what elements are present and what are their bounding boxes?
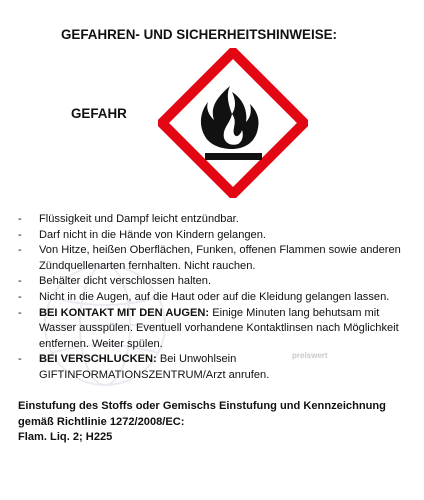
statement-item xyxy=(18,306,418,353)
statement-text: Flüssigkeit und Dampf leicht entzündbar. xyxy=(39,213,239,225)
classification-code: Flam. Liq. 2; H225 xyxy=(18,431,113,444)
statement-item xyxy=(18,243,418,274)
watermark-text: preiswert xyxy=(292,351,328,360)
statement-lead: BEI VERSCHLUCKEN: xyxy=(39,353,157,366)
statement-text: Darf nicht in die Hände von Kindern gelangen. xyxy=(39,228,266,241)
statement-text: Behälter dicht verschlossen halten. xyxy=(39,275,212,288)
statement-item xyxy=(18,274,418,290)
hazard-statements-list xyxy=(18,212,418,384)
statement-item xyxy=(18,290,418,306)
signal-word: GEFAHR xyxy=(71,106,127,121)
classification-block xyxy=(18,399,418,446)
statement-text: Von Hitze, heißen Oberflächen, Funken, offenen Flammen sowie anderen Zündquellenarten fernhalten. Nicht rauchen. xyxy=(39,244,401,272)
classification-line: gemäß Richtlinie 1272/2008/EC: xyxy=(18,415,185,428)
classification-line: Einstufung des Stoffs oder Gemischs Einstufung und Kennzeichnung xyxy=(18,400,386,412)
statement-item xyxy=(18,212,418,228)
flame-base-line xyxy=(205,153,262,160)
statement-item xyxy=(18,352,418,383)
statement-text: Bei Unwohlsein GIFTINFORMATIONSZENTRUM/Arzt anrufen. xyxy=(39,353,270,381)
statement-item xyxy=(18,228,418,244)
page-title: GEFAHREN- UND SICHERHEITSHINWEISE: xyxy=(61,27,338,42)
statement-lead: BEI KONTAKT MIT DEN AUGEN: xyxy=(39,306,210,319)
flame-icon xyxy=(158,48,308,198)
statement-text: Einige Minuten lang behutsam mit Wasser ausspülen. Eventuell vorhandene Kontaktlinsen nach Möglichkeit entfernen. Weiter spülen. xyxy=(39,306,399,350)
statement-text: Nicht in die Augen, auf die Haut oder auf die Kleidung gelangen lassen. xyxy=(39,290,390,303)
